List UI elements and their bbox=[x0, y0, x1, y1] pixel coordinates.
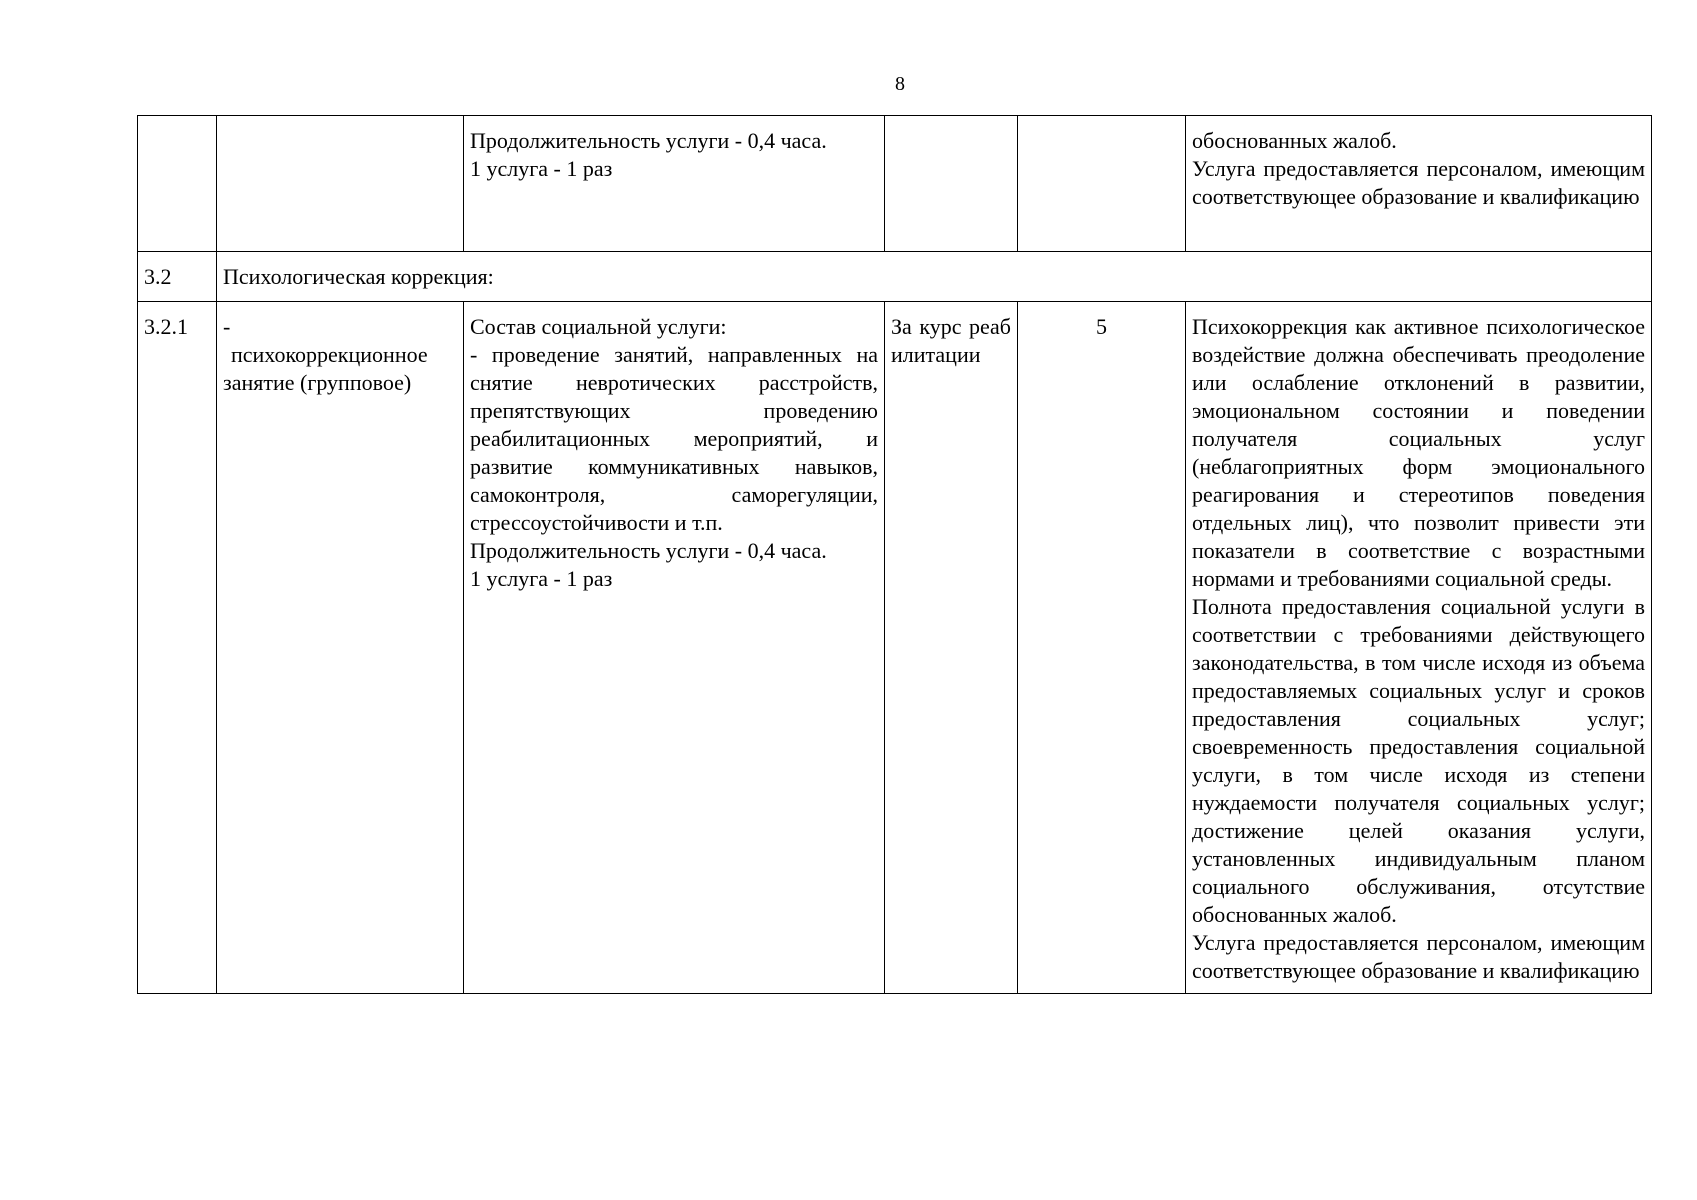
section-title: Психологическая коррекция: bbox=[217, 252, 1652, 302]
cell-name-empty bbox=[217, 116, 464, 252]
service-name-dash: - bbox=[223, 314, 231, 339]
table-row-service bbox=[138, 302, 1652, 994]
content-frequency: 1 услуга - 1 раз bbox=[470, 566, 613, 591]
table-row-section bbox=[138, 252, 1652, 302]
service-name-line2: занятие (групповое) bbox=[223, 370, 412, 395]
content-duration: Продолжительность услуги - 0,4 часа. bbox=[470, 128, 827, 153]
service-name-line1: психокоррекционное bbox=[231, 342, 428, 367]
cell-standard bbox=[1186, 116, 1652, 252]
cell-count-empty bbox=[1018, 116, 1186, 252]
services-table bbox=[137, 115, 1652, 994]
standard-paragraph-3: Услуга предоставляется персоналом, имеющим соответствующее образование и квалификацию bbox=[1192, 930, 1645, 983]
section-number: 3.2 bbox=[138, 252, 217, 302]
service-content bbox=[464, 302, 885, 994]
service-standard bbox=[1186, 302, 1652, 994]
cell-number-empty bbox=[138, 116, 217, 252]
service-name bbox=[217, 302, 464, 994]
page-number: 8 bbox=[895, 73, 905, 95]
table-row-continuation bbox=[138, 116, 1652, 252]
cell-content bbox=[464, 116, 885, 252]
standard-line: обоснованных жалоб. bbox=[1192, 128, 1397, 153]
cell-period-empty bbox=[885, 116, 1018, 252]
content-duration: Продолжительность услуги - 0,4 часа. bbox=[470, 538, 827, 563]
standard-paragraph-1: Психокоррекция как активное психологическое воздействие должна обеспечивать преодоление или ослабление отклонений в развитии, эмоциональном состоянии и поведении получателя социальных услуг (неблагоприятных форм эмоционального реагирования и стереотипов поведения отдельных лиц), что позволит привести эти показатели в соответствие с возрастными нормами и требованиями социальной среды. bbox=[1192, 314, 1645, 591]
content-frequency: 1 услуга - 1 раз bbox=[470, 156, 613, 181]
content-title: Состав социальной услуги: bbox=[470, 314, 727, 339]
service-period: За курс реабилитации bbox=[885, 302, 1018, 994]
service-count: 5 bbox=[1018, 302, 1186, 994]
service-number: 3.2.1 bbox=[138, 302, 217, 994]
standard-paragraph-2: Полнота предоставления социальной услуги в соответствии с требованиями действующего законодательства, в том числе исходя из объема предоставляемых социальных услуг и сроков предоставления социальных услуг; своевременность предоставления социальной услуги, в том числе исходя из степени нуждаемости получателя социальных услуг; достижение целей оказания услуги, установленных индивидуальным планом социального обслуживания, отсутствие обоснованных жалоб. bbox=[1192, 594, 1645, 927]
standard-line: Услуга предоставляется персоналом, имеющим соответствующее образование и квалификацию bbox=[1192, 156, 1645, 209]
content-body: - проведение занятий, направленных на снятие невротических расстройств, препятствующих проведению реабилитационных мероприятий, и развитие коммуникативных навыков, самоконтроля, саморегуляции, стрессоустойчивости и т.п. bbox=[470, 342, 878, 535]
